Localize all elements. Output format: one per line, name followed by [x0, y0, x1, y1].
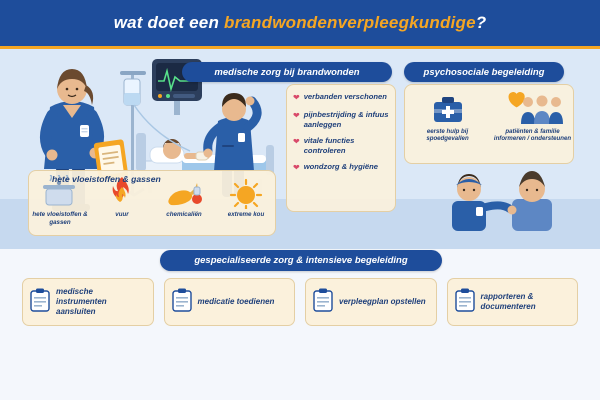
medical-bullet-label: verbanden verschonen [303, 92, 387, 101]
clipboard-icon [30, 288, 50, 317]
medical-bullet-label: wondzorg & hygiëne [303, 162, 378, 171]
page-title [114, 13, 487, 33]
clipboard-icon [313, 288, 333, 317]
title-text-before: wat doet een [113, 13, 224, 32]
heart-icon: ❤ [293, 163, 300, 172]
list-item [293, 110, 391, 129]
psychosocial-card [404, 84, 574, 164]
heart-icon: ❤ [293, 137, 300, 146]
clipboard-icon [172, 288, 192, 317]
heart-icon: ❤ [293, 111, 300, 120]
task-label: medicatie toedienen [197, 297, 275, 306]
section-title-medical: medische zorg bij brandwonden [182, 62, 392, 82]
list-item [293, 92, 391, 103]
hazard-item-label: vuur [115, 211, 129, 218]
psychosocial-item-label: eerste hulp bij spoedgevallen [426, 128, 469, 143]
medical-bullet-label: vitale functies controleren [303, 136, 355, 155]
list-item [293, 162, 391, 173]
hazards-section-title: hete vloeistoffen & gassen [52, 174, 161, 184]
section-title-specialized: gespecialiseerde zorg & intensieve begeleiding [160, 250, 442, 271]
task-label: medische instrumenten aansluiten [56, 287, 107, 316]
list-item [490, 90, 575, 143]
medical-bullet-label: pijnbestrijding & infuus aanleggen [303, 110, 389, 129]
hazard-item-label: hete vloeistoffen & gassen [32, 211, 88, 226]
psychosocial-item-label: patiënten & familie informeren / ondersteunen [493, 128, 572, 143]
first-aid-kit-icon [428, 90, 468, 126]
task-card [447, 278, 579, 326]
hazard-item-label: chemicaliën [166, 211, 202, 218]
psychosocial-item-list [405, 90, 575, 143]
heart-icon: ❤ [293, 93, 300, 102]
title-highlight: brandwondenverpleegkundige [223, 13, 476, 32]
list-item [293, 136, 391, 155]
title-text-after: ? [475, 13, 487, 32]
medical-bullet-list [293, 92, 391, 173]
section-title-psychosocial: psychosociale begeleiding [404, 62, 564, 82]
heart-hands-icon [498, 90, 568, 126]
list-item [405, 90, 490, 143]
medical-care-card [286, 84, 396, 212]
clipboard-icon [455, 288, 475, 317]
task-label: rapporteren & documenteren [480, 292, 536, 311]
task-card [164, 278, 296, 326]
hazard-item-label: extreme kou [227, 211, 265, 218]
specialized-task-list [22, 278, 578, 326]
task-card [22, 278, 154, 326]
page-header [0, 0, 600, 46]
task-label: verpleegplan opstellen [339, 297, 426, 306]
task-card [305, 278, 437, 326]
